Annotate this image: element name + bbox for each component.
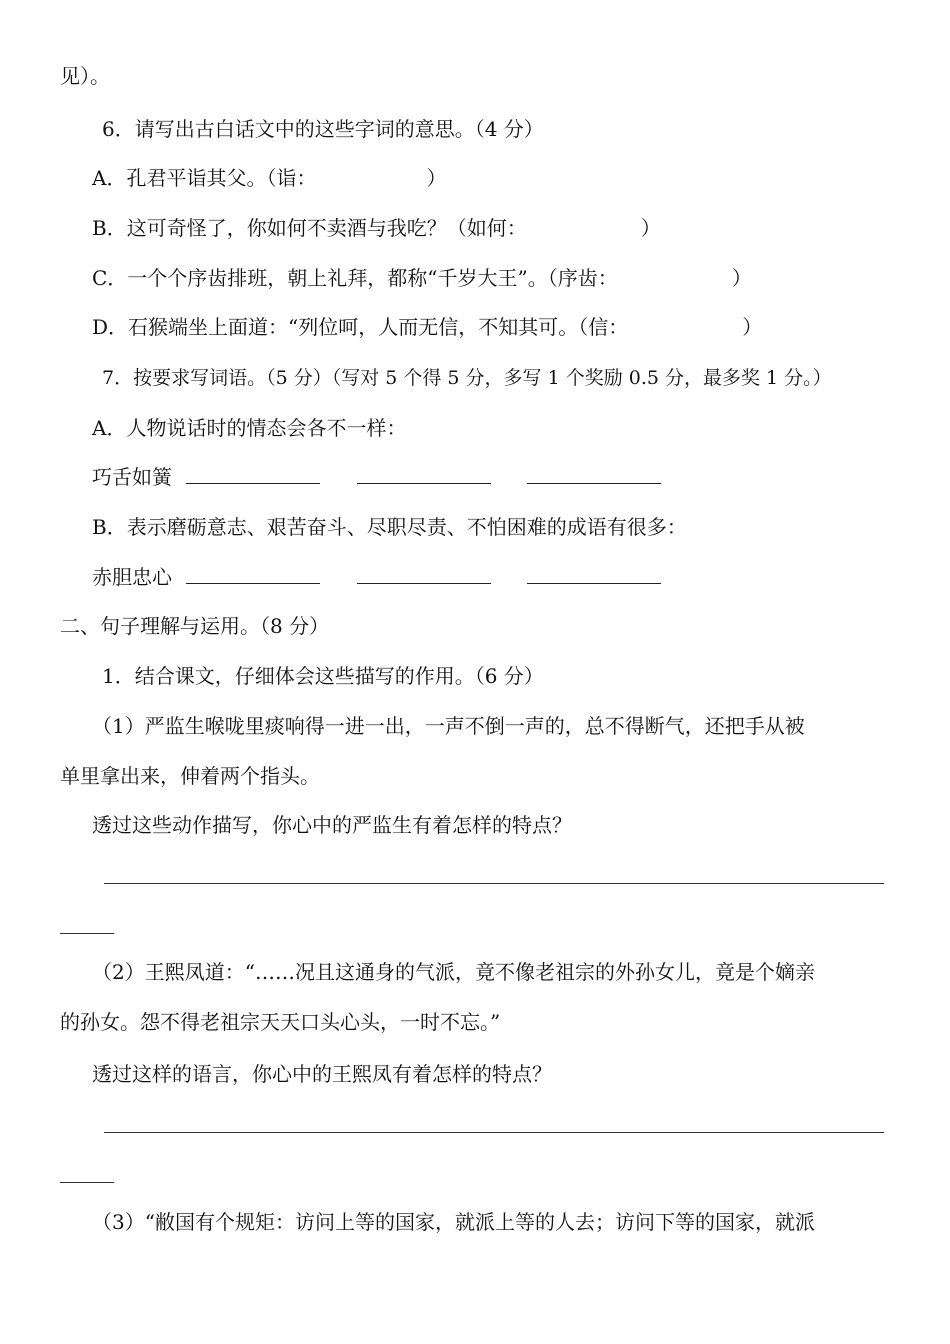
question-6d-text: D．石猴端坐上面道：“列位呵，人而无信，不知其可。（信： [92,315,629,339]
answer-blank[interactable] [527,465,661,484]
passage-1-line-2: 单里拿出来，伸着两个指头。 [60,764,320,788]
answer-blank[interactable] [186,565,320,584]
passage-3-line-1: （3）“敝国有个规矩：访问上等的国家，就派上等的人去；访问下等的国家，就派 [92,1210,815,1234]
continued-text: 见）。 [60,64,110,88]
question-7a-answers [92,463,661,491]
question-6a [92,164,446,192]
answer-blank[interactable] [186,465,320,484]
question-6: 6．请写出古白话文中的这些字词的意思。（4 分） [102,117,544,141]
section-heading-2: 二、句子理解与运用。（8 分） [60,614,330,638]
answer-blank[interactable] [357,465,491,484]
question-6d [92,313,762,341]
answer-line[interactable] [104,883,884,884]
answer-line-tail[interactable] [60,1182,114,1183]
prompt-1: 透过这些动作描写，你心中的严监生有着怎样的特点？ [92,813,572,837]
question-7: 7．按要求写词语。（5 分）（写对 5 个得 5 分，多写 1 个奖励 0.5 分，最多奖 1 分。） [102,367,832,389]
close-paren: ） [640,216,661,240]
question-6b-text: B．这可奇怪了，你如何不卖酒与我吃？（如何： [92,216,527,240]
close-paren: ） [742,315,763,339]
example-idiom: 赤胆忠心 [92,565,172,589]
question-7a: A．人物说话时的情态会各不一样： [92,416,407,440]
example-idiom: 巧舌如簧 [92,465,172,489]
answer-blank[interactable] [527,565,661,584]
question-7b: B．表示磨砺意志、艰苦奋斗、尽职尽责、不怕困难的成语有很多： [92,515,687,539]
passage-1-line-1: （1）严监生喉咙里痰响得一进一出，一声不倒一声的，总不得断气，还把手从被 [92,714,805,738]
close-paren: ） [731,266,752,290]
answer-line-tail[interactable] [60,933,114,934]
answer-blank[interactable] [357,565,491,584]
passage-2-line-1: （2）王熙凤道：“……况且这通身的气派，竟不像老祖宗的外孙女儿，竟是个嫡亲 [92,960,815,984]
answer-line[interactable] [104,1132,884,1133]
question-6c [92,264,752,292]
question-2-1: 1．结合课文，仔细体会这些描写的作用。（6 分） [102,664,544,688]
close-paren: ） [426,166,447,190]
question-6c-text: C．一个个序齿排班，朝上礼拜，都称“千岁大王”。（序齿： [92,266,618,290]
question-7b-answers [92,563,661,591]
prompt-2: 透过这样的语言，你心中的王熙凤有着怎样的特点？ [92,1062,552,1086]
passage-2-line-2: 的孙女。怨不得老祖宗天天口头心头，一时不忘。” [60,1010,501,1034]
question-6a-text: A．孔君平诣其父。（诣： [92,166,317,190]
question-6b [92,214,661,242]
